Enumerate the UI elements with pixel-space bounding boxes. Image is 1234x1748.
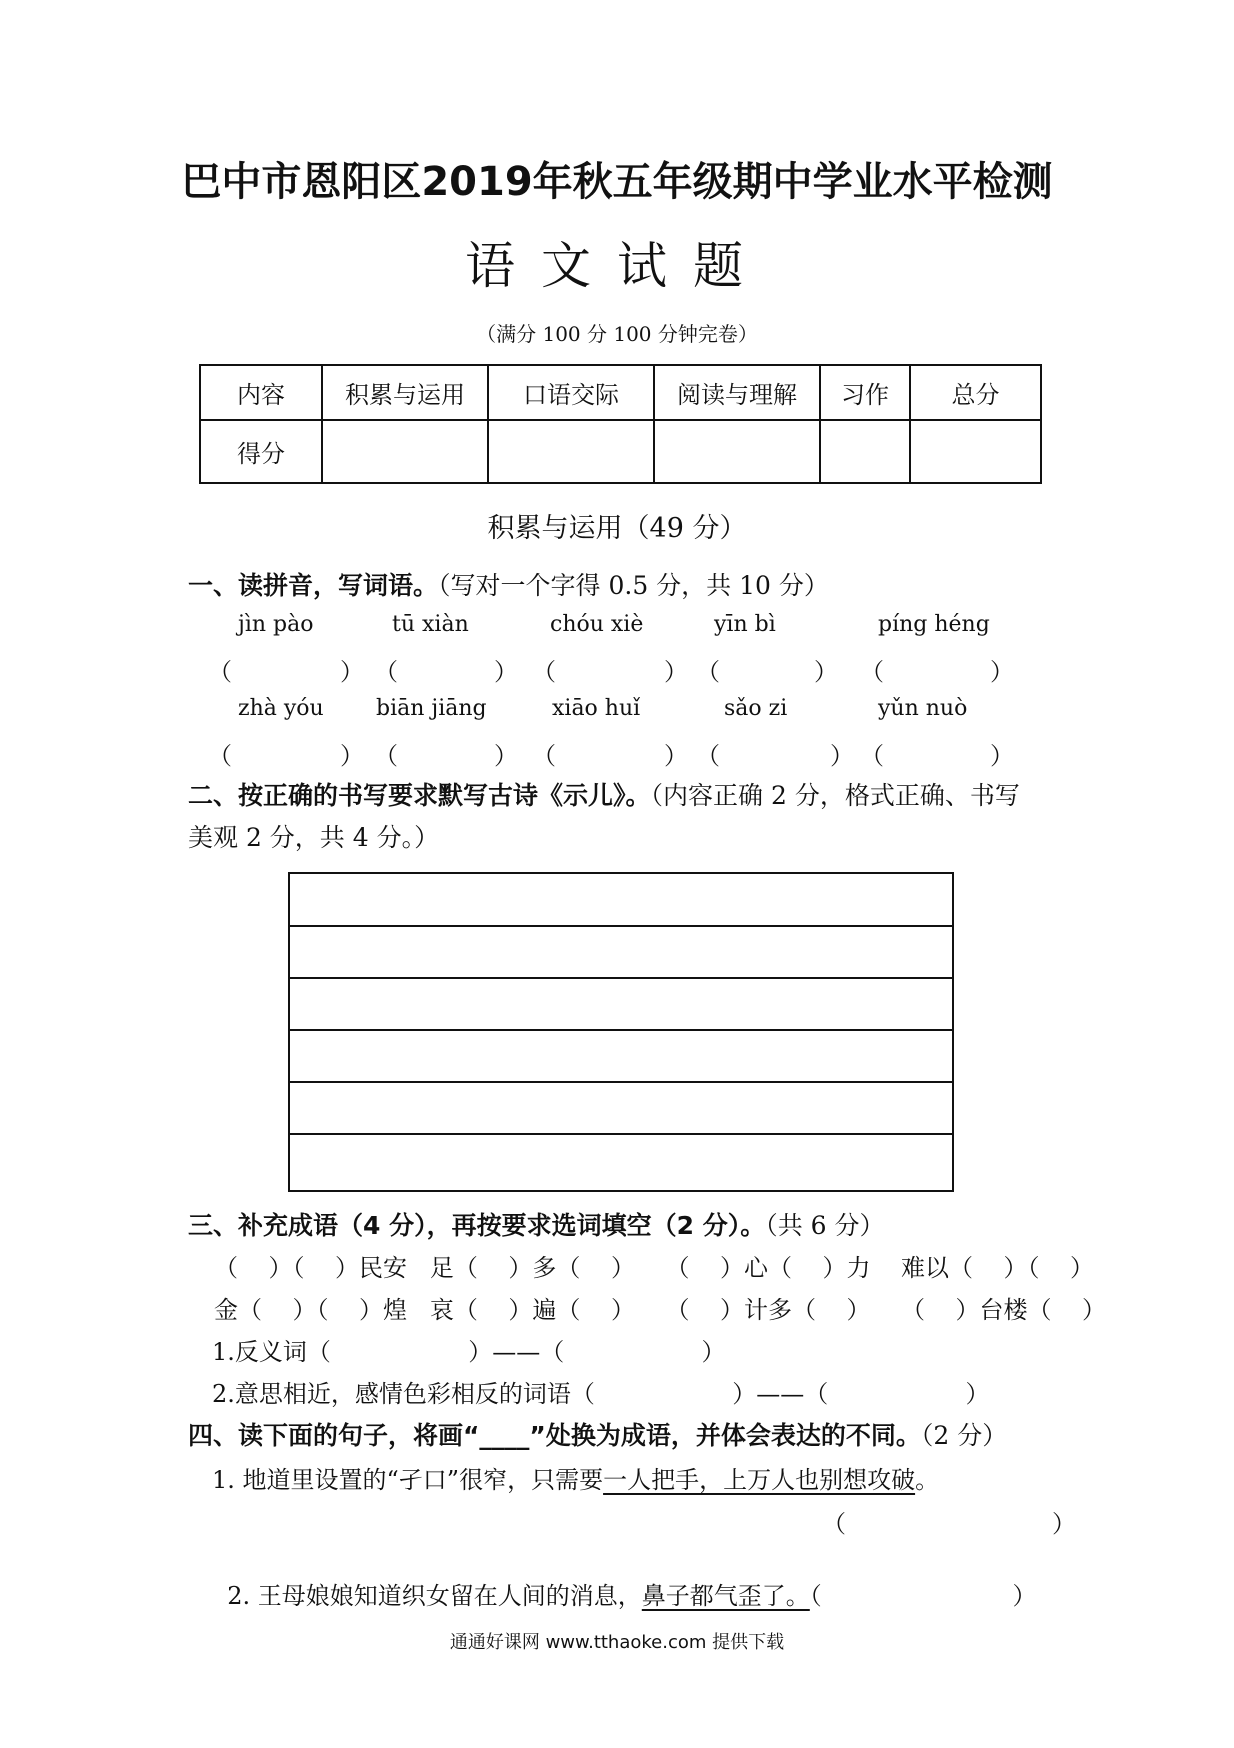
question-2-note: （内容正确 2 分，格式正确、书写 (650, 781, 1020, 810)
question-2-title: 二、按正确的书写要求默写古诗《示儿》。 (188, 781, 651, 810)
sentence-1-text: 1. 地道里设置的“孑口”很窄，只需要 (212, 1466, 604, 1494)
section-title: 积累与运用（49 分） (487, 513, 747, 544)
answer-blank[interactable]: （ (860, 742, 884, 770)
answer-blank[interactable]: （ (374, 742, 398, 770)
pinyin: xiāo huǐ (552, 696, 641, 721)
sentence-1-end: 。 (915, 1466, 940, 1494)
sentence-2-text: 2. 王母娘娘知道织女留在人间的消息， (227, 1582, 642, 1610)
question-3 (188, 1206, 885, 1242)
question-1-title: 一、读拼音，写词语。 (188, 571, 439, 600)
idiom-fill-line[interactable]: （ ）（ ）民安 足（ ）多（ ） （ ）心（ ）力 难以（ ）（ ） (214, 1254, 1095, 1282)
sentence-1 (212, 1460, 939, 1495)
question-1-note: （写对一个字得 0.5 分，共 10 分） (438, 571, 829, 600)
score-cell[interactable] (910, 420, 1041, 483)
sentence-1-answer[interactable]: （ ） (822, 1510, 1076, 1538)
question-2-note-cont: 美观 2 分，共 4 分。） (188, 823, 440, 852)
writing-line (290, 1133, 952, 1135)
question-2 (188, 776, 1020, 812)
pinyin: zhà yóu (238, 696, 324, 721)
antonym-line[interactable]: 1.反义词（ ）——（ ） (212, 1338, 726, 1366)
question-3-note: （共 6 分） (765, 1211, 885, 1240)
answer-blank[interactable]: （ (532, 742, 556, 770)
pinyin: biān jiāng (376, 696, 487, 721)
writing-line (290, 977, 952, 979)
score-cell[interactable] (654, 420, 820, 483)
sentence-1-underlined: 一人把手，上万人也别想攻破 (603, 1466, 916, 1494)
answer-blank[interactable]: （ (208, 742, 232, 770)
exam-subtitle: 语文试题 (465, 237, 769, 295)
answer-blank[interactable]: （ (696, 658, 720, 686)
score-header: 内容 (200, 365, 322, 420)
score-header: 习作 (820, 365, 910, 420)
poem-writing-box[interactable] (288, 872, 954, 1192)
idiom-fill-line[interactable]: 金（ ）（ ）煌 哀（ ）遍（ ） （ ）计多（ ） （ ）台楼（ ） (214, 1296, 1107, 1324)
score-header: 阅读与理解 (654, 365, 820, 420)
sentence-2-underlined: 鼻子都气歪了。 (641, 1582, 810, 1610)
question-4-note: （2 分） (920, 1421, 1008, 1450)
score-header: 总分 (910, 365, 1041, 420)
answer-blank[interactable]: （ (860, 658, 884, 686)
pinyin: sǎo zi (724, 696, 788, 721)
question-4 (188, 1416, 1007, 1452)
answer-blank[interactable]: （ (696, 742, 720, 770)
pinyin: jìn pào (238, 612, 314, 637)
score-header: 积累与运用 (322, 365, 488, 420)
pinyin: yīn bì (714, 612, 776, 637)
pinyin: tū xiàn (392, 612, 469, 637)
sentence-2 (212, 1548, 1037, 1611)
answer-blank[interactable]: （ (532, 658, 556, 686)
score-cell[interactable] (322, 420, 488, 483)
sentence-2-answer[interactable]: （ ） (809, 1582, 1037, 1610)
writing-line (290, 925, 952, 927)
question-3-title: 三、补充成语（4 分），再按要求选词填空（2 分）。 (188, 1211, 766, 1240)
score-header: 口语交际 (488, 365, 654, 420)
score-table (199, 364, 1042, 484)
answer-blank[interactable]: （ (374, 658, 398, 686)
synonym-line[interactable]: 2.意思相近，感情色彩相反的词语（ ）——（ ） (212, 1380, 990, 1408)
score-cell[interactable] (820, 420, 910, 483)
score-cell[interactable] (488, 420, 654, 483)
question-4-title: 四、读下面的句子，将画“____”处换为成语，并体会表达的不同。 (188, 1421, 921, 1450)
answer-blank[interactable]: （ (208, 658, 232, 686)
pinyin: yǔn nuò (878, 696, 968, 721)
exam-title: 巴中市恩阳区2019年秋五年级期中学业水平检测 (181, 159, 1053, 205)
question-1 (188, 566, 829, 602)
exam-note: （满分 100 分 100 分钟完卷） (476, 322, 758, 346)
writing-line (290, 1081, 952, 1083)
writing-line (290, 1029, 952, 1031)
pinyin: píng héng (878, 612, 990, 637)
pinyin: chóu xiè (550, 612, 644, 637)
footer-source: 通通好课网 www.tthaoke.com 提供下载 (449, 1632, 785, 1653)
score-row-label: 得分 (200, 420, 322, 483)
